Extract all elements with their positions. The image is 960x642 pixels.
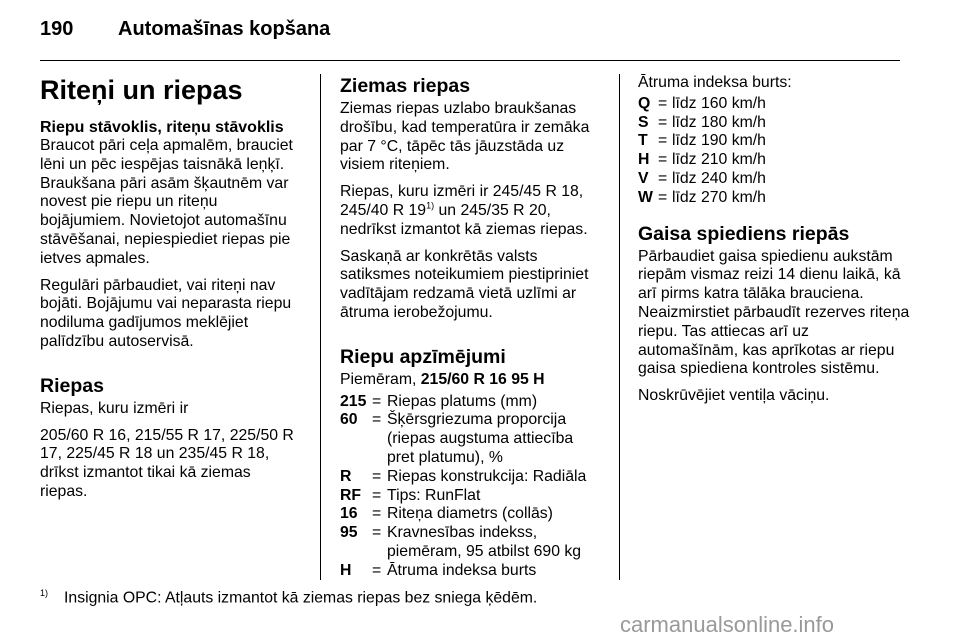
footnote-ref: 1)	[426, 200, 435, 211]
chapter-title: Automašīnas kopšana	[118, 18, 331, 40]
tire-marking-definitions: 215 = Riepas platums (mm) 60 = Šķērsgriezuma proporcija (riepas augstuma attiecība pret platumu), % R = Riepas konstrukcija: Radiāla RF = Tips: RunFlat 16 = Riteņa diametrs (collās) 95 = Kravnesības indekss, piemēram, 95 atbilst 690 kg H = Ātruma indeksa burts	[340, 392, 587, 579]
paragraph: Saskaņā ar konkrētās valsts satiksmes noteikumiem piestipriniet vadītājam redzamā vietā uzlīmi ar ātruma ierobežojumu.	[340, 247, 589, 321]
column-1	[40, 74, 302, 510]
footnote-mark: 1)	[40, 588, 49, 598]
column-3	[638, 74, 910, 414]
paragraph: Regulāri pārbaudiet, vai riteņi nav bojāti. Bojājumu vai neparasta riepu nodiluma gadījumos meklējiet palīdzību autoservisā.	[40, 276, 292, 350]
header-rule	[40, 60, 900, 61]
example-line: Piemēram, 215/60 R 16 95 H	[340, 370, 545, 388]
section-heading-marking: Riepu apzīmējumi	[340, 345, 506, 368]
paragraph: Ziemas riepas uzlabo braukšanas drošību, kad temperatūra ir zemāka par 7 °C, tāpēc tās jāuzstāda uz visiem riteņiem.	[340, 100, 590, 174]
paragraph: Noskrūvējiet ventiļa vāciņu.	[638, 387, 830, 405]
page-number: 190	[40, 18, 74, 40]
section-heading-riepas: Riepas	[40, 374, 104, 397]
paragraph: Riepas, kuru izmēri ir 245/45 R 18, 245/40 R 19$^{1)}$ un 245/35 R 20, nedrīkst izmantot kā ziemas riepas.	[340, 183, 588, 238]
subsection-heading: Riepu stāvoklis, riteņu stāvoklis	[40, 119, 284, 136]
section-heading: Riteņi un riepas	[40, 75, 243, 105]
column-2	[340, 74, 602, 581]
paragraph: Riepas, kuru izmēri ir	[40, 399, 189, 417]
column-divider	[619, 74, 620, 580]
watermark: carmanualsonline.info	[620, 612, 835, 637]
speed-index-intro: Ātruma indeksa burts:	[638, 74, 792, 91]
page-header	[40, 18, 330, 41]
paragraph: 205/60 R 16, 215/55 R 17, 225/50 R 17, 225/45 R 18 un 235/45 R 18, drīkst izmantot tikai kā ziemas riepas.	[40, 426, 294, 500]
section-heading-winter: Ziemas riepas	[340, 75, 471, 97]
paragraph: Braucot pāri ceļa apmalēm, brauciet lēni un pēc iespējas taisnākā leņķī. Braukšana pāri asām šķautnēm var novest pie riepu un riteņu bojājumiem. Novietojot automašīnu stāvēšanai, nepiespiediet riepas pie ietves apmales.	[40, 137, 293, 267]
section-heading-pressure: Gaisa spiediens riepās	[638, 222, 850, 245]
column-divider	[320, 74, 321, 580]
paragraph: Pārbaudiet gaisa spiedienu aukstām riepām vismaz reizi 14 dienu laikā, kā arī pirms katra tālāka brauciena. Neaizmirstiet pārbaudīt rezerves riteņa riepu. Tas attiecas arī uz automašīnām, kas aprīkotas ar riepu gaisa spiediena kontroles sistēmu.	[638, 247, 910, 378]
footnote-text: Insignia OPC: Atļauts izmantot kā ziemas riepas bez sniega ķēdēm.	[64, 589, 538, 607]
footnote	[40, 588, 537, 607]
speed-index-table: Q = līdz 160 km/h S = līdz 180 km/h T = līdz 190 km/h H = līdz 210 km/h V = līdz 240 km/h W = līdz 270 km/h	[638, 94, 766, 206]
